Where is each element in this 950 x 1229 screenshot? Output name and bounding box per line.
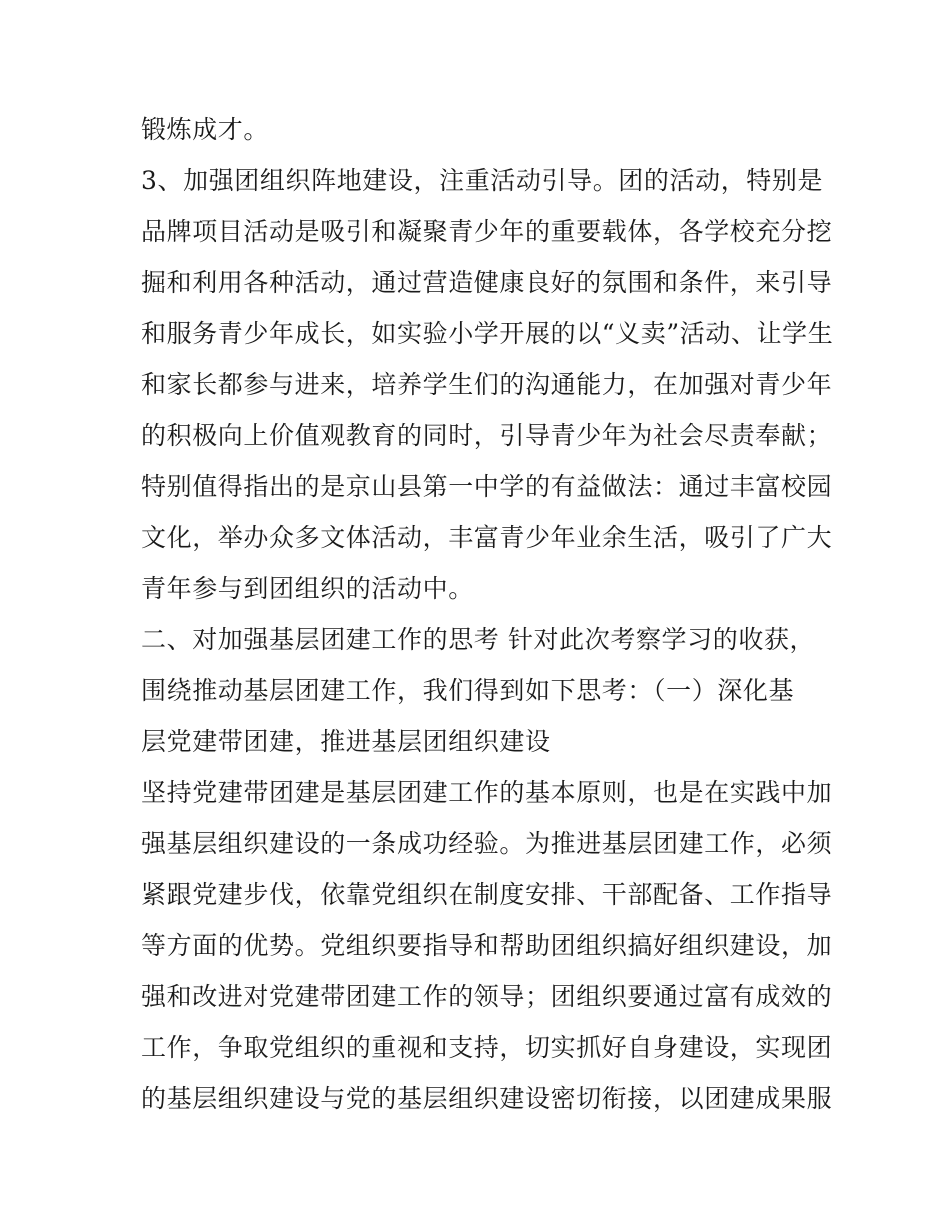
text-line: 围绕推动基层团建工作，我们得到如下思考：（一）深化基 bbox=[141, 676, 795, 705]
text-line: 强和改进对党建带团建工作的领导；团组织要通过富有成效的 bbox=[141, 982, 833, 1011]
text-line: 的积极向上价值观教育的同时，引导青少年为社会尽责奉献； bbox=[141, 421, 833, 450]
text-line: 工作，争取党组织的重视和支持，切实抓好自身建设，实现团 bbox=[141, 1033, 833, 1062]
text-line: 品牌项目活动是吸引和凝聚青少年的重要载体，各学校充分挖 bbox=[141, 217, 833, 246]
text-line: 二、对加强基层团建工作的思考 针对此次考察学习的收获， bbox=[141, 625, 816, 654]
text-line: 坚持党建带团建是基层团建工作的基本原则，也是在实践中加 bbox=[141, 778, 833, 807]
text-line: 文化，举办众多文体活动，丰富青少年业余生活，吸引了广大 bbox=[141, 523, 833, 552]
text-line: 的基层组织建设与党的基层组织建设密切衔接，以团建成果服 bbox=[141, 1084, 833, 1113]
text-line: 3、加强团组织阵地建设，注重活动引导。团的活动，特别是 bbox=[141, 166, 824, 195]
text-line: 强基层组织建设的一条成功经验。为推进基层团建工作，必须 bbox=[141, 829, 833, 858]
text-line: 掘和利用各种活动，通过营造健康良好的氛围和条件，来引导 bbox=[141, 268, 833, 297]
text-line: 紧跟党建步伐，依靠党组织在制度安排、干部配备、工作指导 bbox=[141, 880, 833, 909]
text-line: 层党建带团建，推进基层团组织建设 bbox=[141, 727, 551, 756]
text-line: 青年参与到团组织的活动中。 bbox=[141, 574, 474, 603]
text-line: 和家长都参与进来，培养学生们的沟通能力，在加强对青少年 bbox=[141, 370, 833, 399]
text-line: 和服务青少年成长，如实验小学开展的以“义卖”活动、让学生 bbox=[141, 319, 834, 348]
text-line: 特别值得指出的是京山县第一中学的有益做法：通过丰富校园 bbox=[141, 472, 833, 501]
text-line: 锻炼成才。 bbox=[141, 115, 270, 144]
text-line: 等方面的优势。党组织要指导和帮助团组织搞好组织建设，加 bbox=[141, 931, 833, 960]
